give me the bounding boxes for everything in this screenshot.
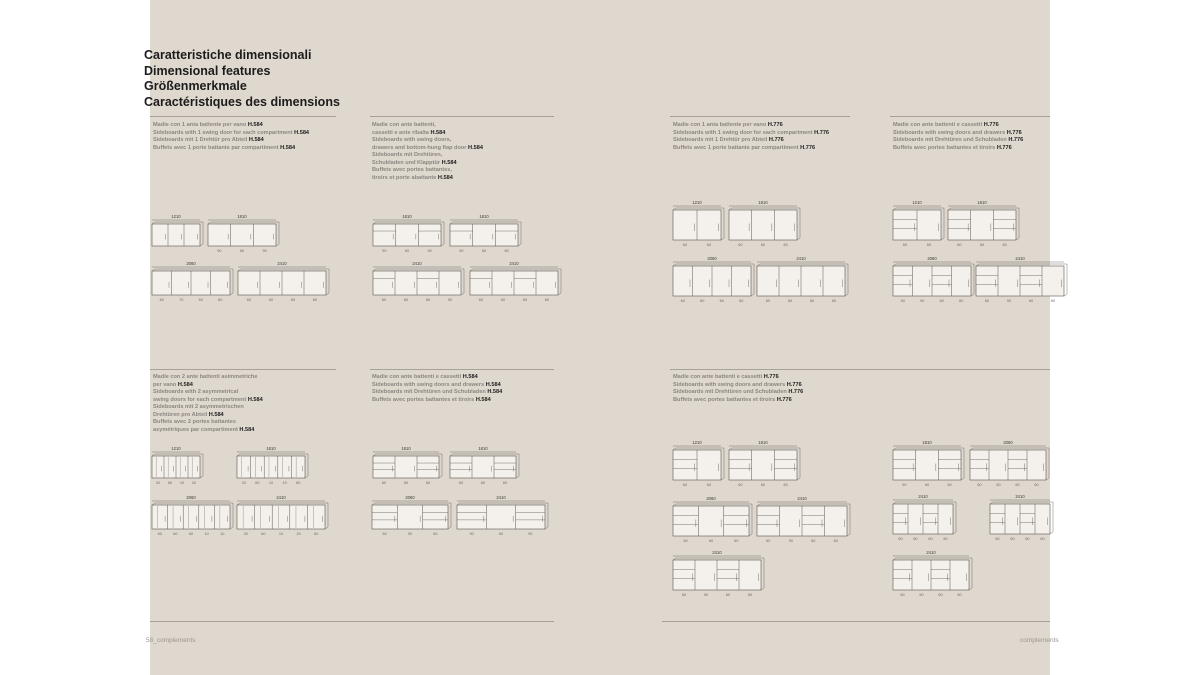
module-width-label: 60 [913,537,918,541]
module-width-label: 60 [261,532,266,536]
caption-text: Sideboards mit 2 asymmetrischen [153,404,244,410]
module-width-label: 60 [381,481,387,485]
height-code: H.776 [786,381,802,388]
height-code: H.584 [239,426,255,433]
cabinet-body [372,505,448,529]
height-code: H.776 [996,144,1012,151]
module-width-label: 60 [996,483,1001,487]
caption-text: Sideboards with 1 swing door for each compartment [153,129,295,136]
title-french: Caractéristiques des dimensions [144,94,340,109]
cabinet-body [237,505,325,529]
width-label: 1210 [692,200,702,205]
module-width-label: 60 [173,532,178,536]
module-width-label: 60 [809,299,815,303]
caption-text: Schubladen und Klapptür [372,159,442,166]
module-width-label: 60 [682,483,688,487]
module-width-label: 90 [262,249,267,253]
module-width-label: 60 [738,243,743,247]
footer-right: complements [1020,637,1059,644]
height-code: H.776 [767,122,783,128]
module-width-label: 60 [681,593,687,597]
caption-text: Sideboards mit Drehtüren und Schubladen [372,389,488,395]
module-width-label: 60 [947,483,952,487]
height-code: H.776 [983,122,999,128]
cabinet-body [729,450,797,480]
caption-text: Sideboards mit Drehtüren und Schubladen [893,137,1009,143]
height-code: H.776 [1008,137,1024,143]
caption-text: Madie con ante battenti e cassetti [372,374,463,380]
caption-text: Buffets avec 1 porte battante par compartiment [673,144,801,151]
caption-text: Sideboards mit 1 Drehtür pro Abteil [153,137,249,143]
module-width-label: 60 [706,483,712,487]
height-code: H.584 [462,374,478,380]
cabinet-body [237,456,305,478]
height-code: H.584 [485,381,501,388]
caption-text: asymétriques par compartiment [153,426,240,433]
module-width-label: 20 [241,481,246,485]
module-width-label: 60 [734,539,739,543]
module-width-label: 60 [1034,483,1039,487]
module-width-label: 60 [382,532,387,536]
width-label: 2060 [1003,440,1013,445]
module-width-label: 60 [480,481,486,485]
module-width-label: 60 [765,299,771,303]
caption-text: Madie con 2 ante battenti asimmetriche [153,374,258,380]
module-width-label: 10 [282,481,287,485]
module-width-label: 60 [995,537,1000,541]
caption-text: Sideboards mit 1 Drehtür pro Abteil [673,137,769,143]
module-width-label: 60 [239,249,245,253]
module-width-label: 90 [427,249,432,253]
width-label: 1810 [237,214,247,219]
width-label: 2410 [712,550,722,555]
module-width-label: 60 [268,298,274,302]
module-width-label: 60 [157,532,162,536]
cabinet-body [208,224,276,246]
title-german: Größenmerkmale [144,79,247,93]
module-width-label: 60 [403,481,409,485]
module-width-label: 20 [191,481,197,485]
module-width-label: 60 [811,539,816,543]
caption-text: Buffets avec portes battantes et tiroirs [893,144,997,151]
module-width-label: 90 [447,298,453,302]
cabinet-body [450,456,516,478]
module-width-label: 60 [783,483,788,487]
width-label: 2410 [926,550,936,555]
width-label: 2060 [186,261,196,266]
caption-text: swing doors for each compartment [153,396,248,403]
caption-text: Madie con ante battenti e cassetti [893,122,984,128]
module-width-label: 60 [787,299,793,303]
caption-text: Buffets avec 2 portes battantes [153,419,236,425]
caption-text: Buffets avec 1 porte battante par compartiment [153,144,281,151]
catalog-spread [144,0,1059,675]
module-width-label: 90 [469,532,474,536]
module-width-label: 60 [433,532,438,536]
module-width-label: 60 [898,537,903,541]
module-width-label: 90 [528,532,533,536]
module-width-label: 60 [708,539,714,543]
width-label: 2410 [918,494,928,499]
sideboard-drawings [150,0,1056,675]
module-width-label: 90 [459,249,464,253]
width-label: 1810 [758,440,768,445]
module-width-label: 60 [522,298,528,302]
width-label: 1810 [266,446,276,451]
module-width-label: 60 [706,243,712,247]
module-width-label: 60 [1015,483,1020,487]
module-width-label: 60 [502,481,508,485]
caption-text: tiroirs et porte abattante [372,174,438,181]
caption-text: Sideboards with swing doors and drawers [673,381,787,388]
caption-text: Buffets avec portes battantes et tiroirs [372,396,476,403]
width-label: 1810 [478,446,488,451]
caption-text: Madie con 1 anta battente per vano [153,122,248,128]
height-code: H.584 [468,144,483,151]
caption-text: Sideboards with swing doors, [372,137,452,143]
module-width-label: 90 [920,299,925,303]
module-width-label: 60 [831,299,837,303]
height-code: H.584 [280,144,296,151]
title-italian: Caratteristiche dimensionali [144,48,312,62]
module-width-label: 60 [738,483,743,487]
cabinet-body [673,506,749,536]
module-width-label: 60 [719,299,724,303]
module-width-label: 60 [544,298,550,302]
caption-text: drawers and bottom-hung flap door [372,144,469,151]
width-label: 2410 [797,496,807,501]
width-label: 1210 [692,440,702,445]
cabinet-body [373,224,441,246]
height-code: H.584 [247,396,263,403]
cabinet-body [729,210,797,240]
caption-text: per vano [153,381,178,388]
module-width-label: 10 [204,532,209,536]
height-code: H.584 [441,159,457,166]
module-width-label: 60 [296,481,301,485]
module-width-label: 60 [255,481,260,485]
module-width-label: 60 [683,539,688,543]
width-label: 2410 [276,495,286,500]
module-width-label: 60 [314,532,319,536]
module-width-label: 60 [404,249,410,253]
width-label: 2060 [186,495,196,500]
module-width-label: 60 [312,298,318,302]
caption-text: Madie con 1 anta battente per vano [673,122,768,128]
width-label: 1810 [977,200,987,205]
width-label: 2060 [706,496,716,501]
module-width-label: 90 [407,532,413,536]
height-code: H.584 [437,174,453,181]
height-code: H.584 [475,396,491,403]
module-width-label: 60 [1002,243,1007,247]
module-width-label: 70 [179,298,184,302]
width-label: 2410 [1015,256,1025,261]
width-label: 2410 [412,261,422,266]
height-code: H.584 [294,129,310,136]
module-width-label: 60 [290,298,296,302]
title-english: Dimensional features [144,63,271,78]
module-width-label: 60 [425,481,431,485]
height-code: H.584 [487,389,503,395]
width-label: 2410 [1015,494,1025,499]
module-width-label: 60 [680,299,685,303]
caption-text: Buffets avec portes battantes, [372,167,452,173]
module-width-label: 60 [481,249,487,253]
caption-text: Sideboards with swing doors and drawers [893,129,1007,136]
height-code: H.776 [800,144,816,151]
module-width-label: 60 [504,249,509,253]
module-width-label: 10 [268,481,274,485]
module-width-label: 60 [700,299,705,303]
width-label: 2060 [405,495,415,500]
module-width-label: 60 [425,298,431,302]
module-width-label: 60 [939,299,944,303]
width-label: 1810 [758,200,768,205]
module-width-label: 60 [984,299,990,303]
width-label: 1210 [171,214,181,219]
module-width-label: 60 [900,299,905,303]
module-width-label: 60 [943,537,948,541]
height-code: H.584 [248,137,264,143]
width-label: 2410 [509,261,519,266]
module-width-label: 60 [458,481,464,485]
module-width-label: 60 [1028,299,1034,303]
width-label: 1810 [401,446,411,451]
width-label: 1210 [171,446,181,451]
module-width-label: 60 [928,537,933,541]
module-width-label: 60 [760,243,766,247]
module-width-label: 60 [747,593,753,597]
height-code: H.584 [430,129,446,136]
width-label: 2410 [277,261,287,266]
module-width-label: 60 [1050,299,1056,303]
module-width-label: 60 [478,298,484,302]
caption-text: Madie con ante battenti, [372,122,436,128]
module-width-label: 60 [783,243,788,247]
module-width-label: 60 [725,593,731,597]
module-width-label: 90 [1006,299,1012,303]
module-width-label: 60 [924,483,930,487]
module-width-label: 60 [900,593,905,597]
caption-text: Madie con ante battenti e cassetti [673,374,764,380]
module-width-label: 60 [167,481,173,485]
module-width-label: 60 [381,298,387,302]
module-width-label: 20 [296,532,301,536]
module-width-label: 60 [938,593,943,597]
module-width-label: 60 [979,243,985,247]
caption-text: Sideboards mit Drehtüren und Schubladen [673,389,789,395]
height-code: H.776 [763,374,779,380]
module-width-label: 90 [919,593,924,597]
module-width-label: 60 [766,539,771,543]
caption-text: Sideboards with 1 swing door for each compartment [673,129,815,136]
module-width-label: 20 [243,532,248,536]
height-code: H.776 [768,137,784,143]
width-label: 1810 [922,440,932,445]
cabinet-body [450,224,518,246]
height-code: H.776 [1006,129,1022,136]
caption-text: cassetti e ante ribalta [372,129,431,136]
module-width-label: 60 [218,298,223,302]
height-code: H.776 [788,389,804,395]
module-width-label: 60 [926,243,932,247]
module-width-label: 60 [760,483,766,487]
height-code: H.776 [776,396,792,403]
module-width-label: 60 [1040,537,1045,541]
module-width-label: 60 [1010,537,1015,541]
caption-text: Buffets avec portes battantes et tiroirs [673,396,777,403]
module-width-label: 60 [902,243,908,247]
module-width-label: 90 [902,483,907,487]
footer-left: 58_complements [146,637,196,644]
cabinet-body [152,224,200,246]
cabinet-body [893,450,961,480]
module-width-label: 60 [198,298,203,302]
height-code: H.776 [814,129,830,136]
cabinet-body [948,210,1016,240]
width-label: 2060 [927,256,937,261]
width-label: 1810 [479,214,489,219]
height-code: H.584 [177,381,193,388]
module-width-label: 10 [278,532,284,536]
cabinet-body [373,456,439,478]
cabinet-body [457,505,545,529]
module-width-label: 60 [159,298,164,302]
width-label: 2410 [796,256,806,261]
module-width-label: 20 [155,481,161,485]
width-label: 1810 [402,214,412,219]
height-code: H.584 [247,122,263,128]
module-width-label: 60 [957,593,962,597]
module-width-label: 60 [500,298,506,302]
module-width-label: 60 [682,243,688,247]
cabinet-body [152,505,230,529]
caption-text: Drehtüren pro Abteil [153,411,209,418]
module-width-label: 60 [403,298,409,302]
module-width-label: 60 [739,299,744,303]
caption-text: Sideboards with 2 asymmetrical [153,389,239,395]
module-width-label: 90 [382,249,387,253]
module-width-label: 10 [179,481,185,485]
height-code: H.584 [208,411,224,418]
module-width-label: 90 [788,539,793,543]
module-width-label: 60 [833,539,838,543]
width-label: 2060 [707,256,717,261]
module-width-label: 90 [217,249,222,253]
module-width-label: 60 [188,532,194,536]
module-width-label: 60 [977,483,982,487]
caption-text: Sideboards mit Drehtüren, [372,152,443,158]
module-width-label: 60 [957,243,962,247]
module-width-label: 60 [959,299,964,303]
module-width-label: 10 [220,532,225,536]
module-width-label: 60 [498,532,504,536]
module-width-label: 90 [703,593,709,597]
caption-text: Sideboards with swing doors and drawers [372,381,486,388]
width-label: 1210 [912,200,922,205]
module-width-label: 60 [246,298,252,302]
width-label: 2410 [496,495,506,500]
module-width-label: 60 [1025,537,1030,541]
